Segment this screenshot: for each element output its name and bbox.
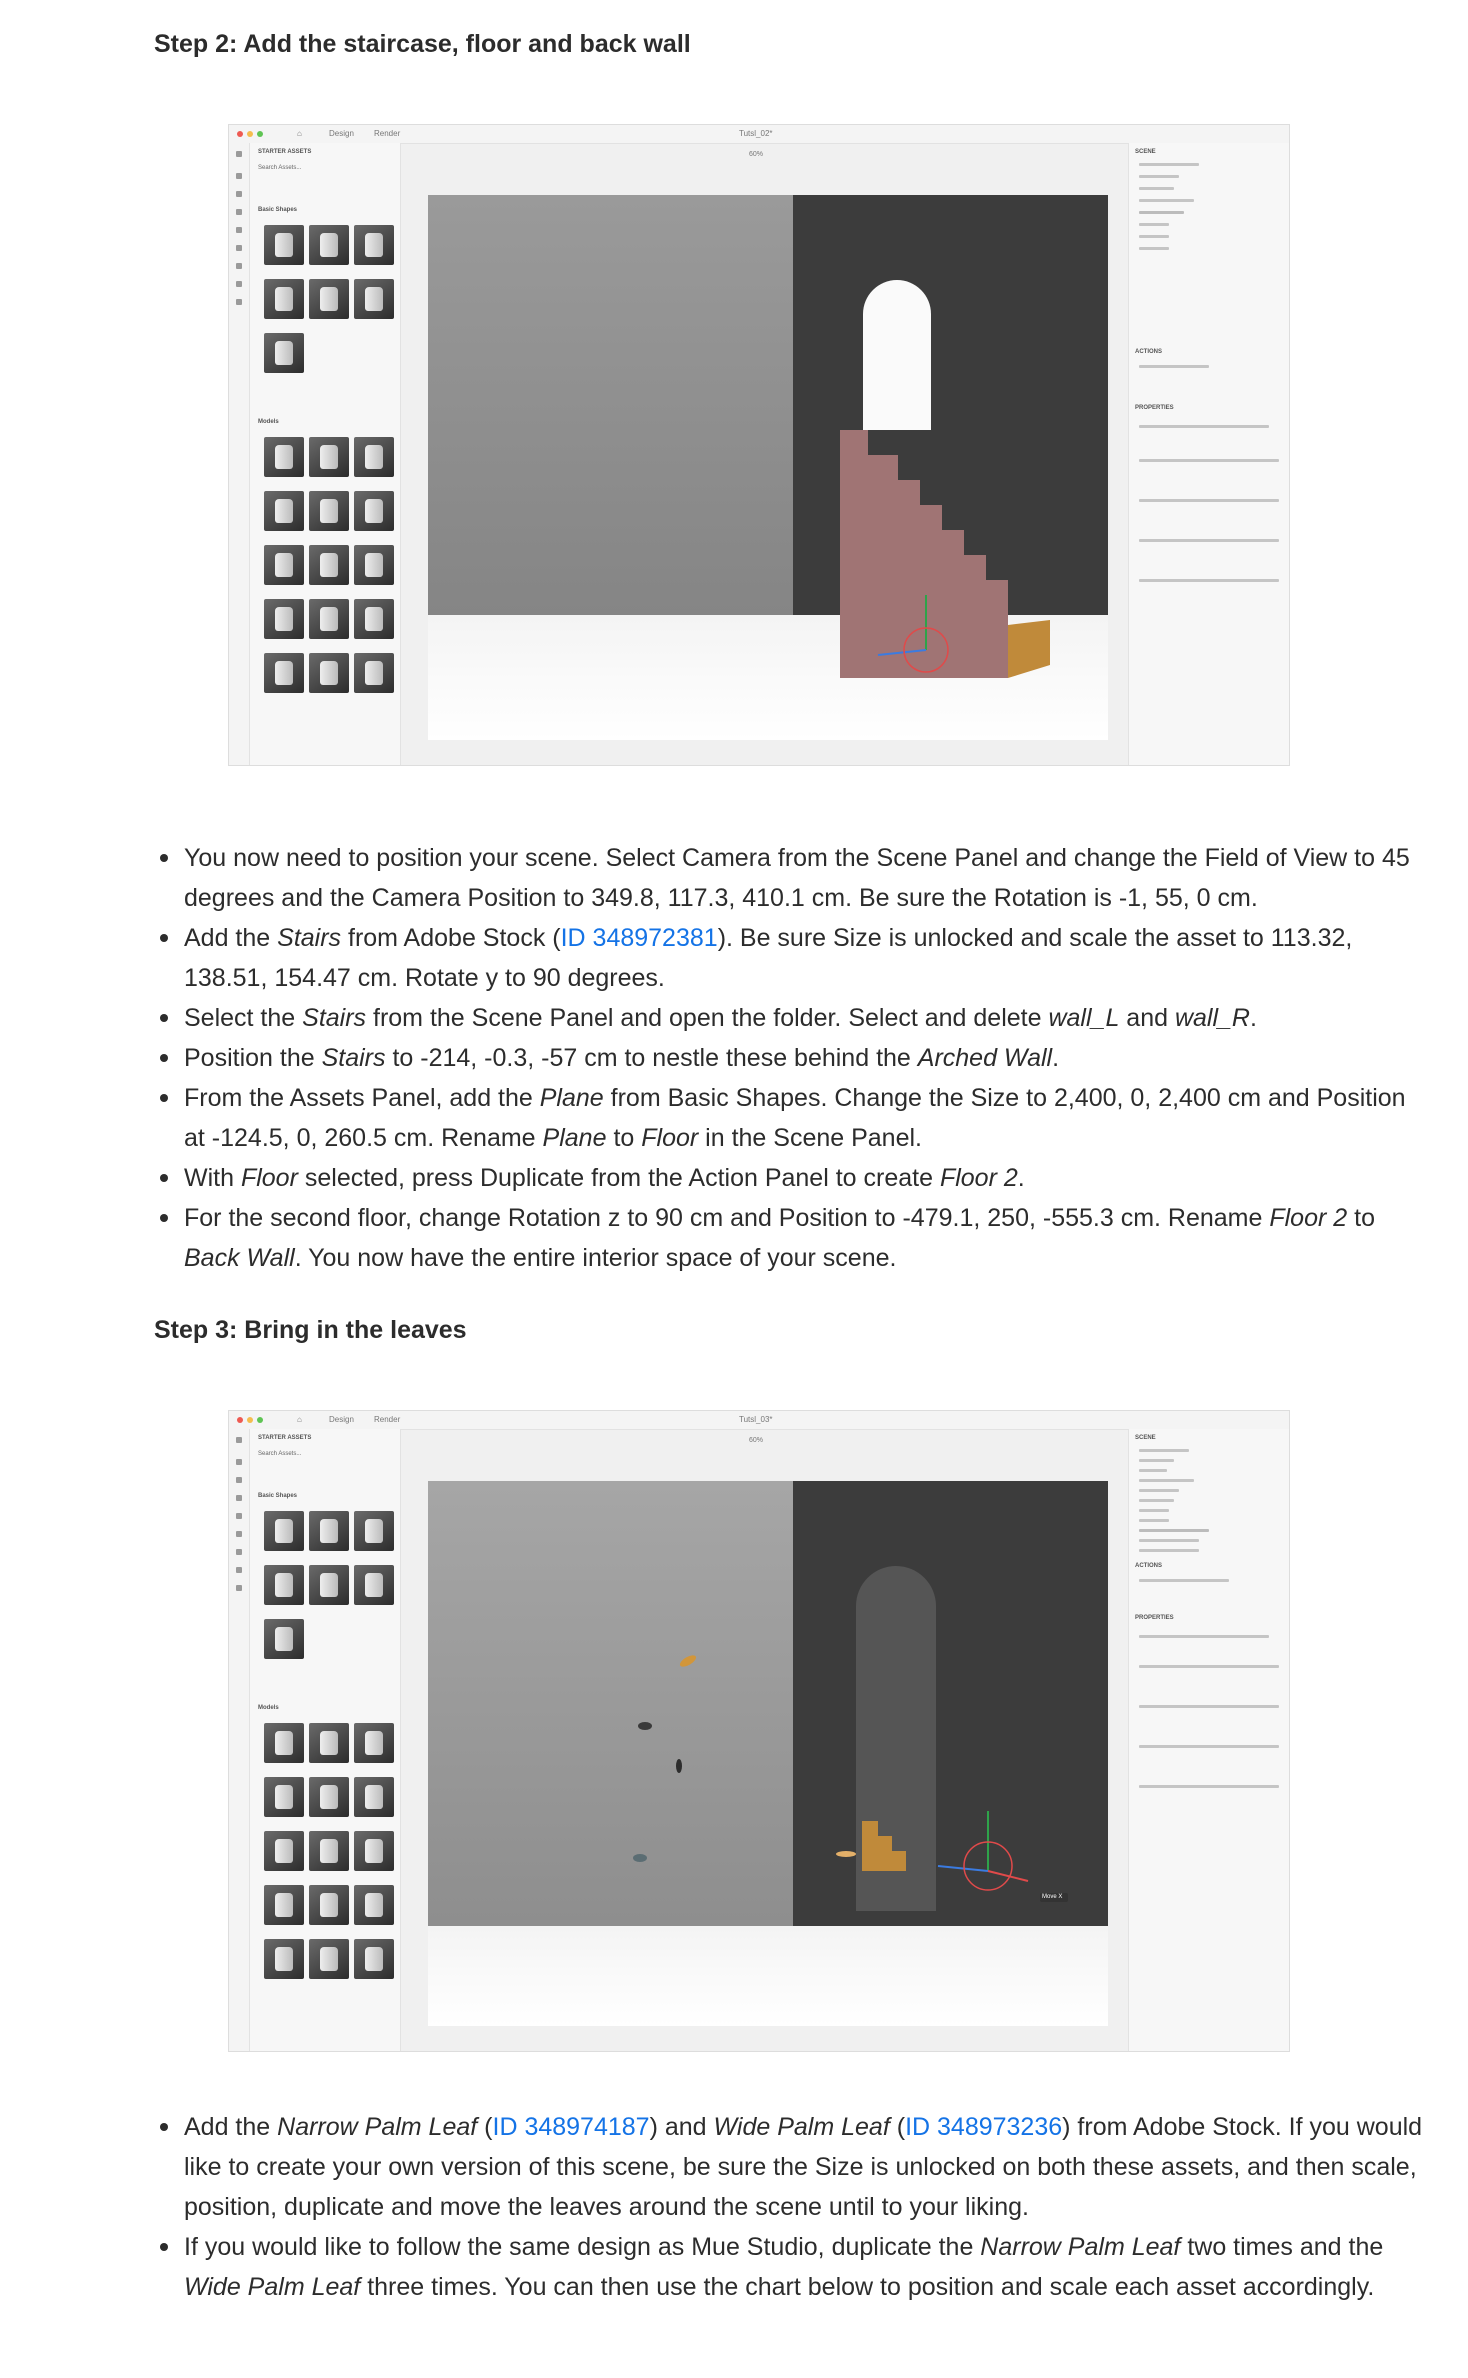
home-icon: ⌂ <box>297 1415 302 1424</box>
model-tile <box>264 1723 304 1763</box>
bullet-text: three times. You can then use the chart below to position and scale each asset accordingly. <box>360 2273 1375 2301</box>
app-titlebar <box>229 125 1289 144</box>
stairs-graphic <box>428 195 1108 740</box>
step3-heading: Step 3: Bring in the leaves <box>154 1316 467 1344</box>
model-tile <box>354 1777 394 1817</box>
model-tile <box>309 1939 349 1979</box>
shape-tile <box>264 1565 304 1605</box>
stock-id-link[interactable]: ID 348972381 <box>560 924 718 952</box>
model-tile <box>354 491 394 531</box>
properties-panel <box>1128 143 1289 765</box>
stock-id-link[interactable]: ID 348973236 <box>905 2113 1063 2141</box>
model-tile <box>264 437 304 477</box>
file-title: Tutsl_02* <box>739 129 773 138</box>
shape-tile <box>264 1511 304 1551</box>
italic-term: wall_L <box>1048 1004 1120 1032</box>
tool-sidebar <box>229 1429 250 2051</box>
bullet-text: in the Scene Panel. <box>698 1124 922 1152</box>
assets-panel <box>250 143 401 765</box>
model-tile <box>354 1723 394 1763</box>
properties-panel <box>1128 1429 1289 2051</box>
model-tile <box>354 1831 394 1871</box>
italic-term: Narrow Palm Leaf <box>277 2113 478 2141</box>
italic-term: Wide Palm Leaf <box>184 2273 361 2301</box>
menu-render: Render <box>374 129 401 138</box>
zoom-level: 60% <box>749 1437 764 1444</box>
bullet-item <box>184 1078 1424 1158</box>
shape-tile <box>354 279 394 319</box>
model-tile <box>309 653 349 693</box>
model-tile <box>309 1777 349 1817</box>
models-label: Models <box>258 419 279 425</box>
stock-id-link[interactable]: ID 348974187 <box>492 2113 650 2141</box>
model-tile <box>264 1777 304 1817</box>
file-title: Tutsl_03* <box>739 1415 773 1424</box>
home-icon: ⌂ <box>297 129 302 138</box>
zoom-level: 60% <box>749 151 764 158</box>
shape-tile <box>264 225 304 265</box>
bullet-item <box>184 998 1424 1038</box>
bullet-text: ( <box>889 2113 906 2141</box>
italic-term: Floor <box>240 1164 298 1192</box>
actions-title: ACTIONS <box>1135 349 1162 355</box>
italic-term: Stairs <box>321 1044 386 1072</box>
bullet-text: ). Be sure Size is unlocked and scale the asset to 113.32, 138.51, 154.47 cm. Rotate y to 90 degrees. <box>184 924 1353 992</box>
bullet-text: . You now have the entire interior space of your scene. <box>294 1244 897 1272</box>
model-tile <box>309 1723 349 1763</box>
search-assets: Search Assets... <box>258 165 302 171</box>
model-tile <box>309 545 349 585</box>
shape-tile <box>354 1511 394 1551</box>
bullet-item <box>184 1038 1424 1078</box>
bullet-text: to <box>1347 1204 1375 1232</box>
basic-shapes-label: Basic Shapes <box>258 207 298 213</box>
bullet-text: . <box>1249 1004 1257 1032</box>
bullet-text: . <box>1017 1164 1025 1192</box>
model-tile <box>264 545 304 585</box>
italic-term: wall_R <box>1174 1004 1250 1032</box>
step3-screenshot <box>228 1410 1290 2052</box>
bullet-text: From the Assets Panel, add the <box>184 1084 540 1112</box>
bullet-text: Select the <box>184 1004 303 1032</box>
viewport <box>428 1481 1108 2026</box>
bullet-text: You now need to position your scene. Select Camera from the Scene Panel and change the Field of View to 45 degrees and the Camera Position to 349.8, 117.3, 410.1 cm. Be sure the Rotation is -1, 55, 0 cm. <box>184 844 1410 912</box>
bullet-text: selected, press Duplicate from the Action Panel to create <box>297 1164 940 1192</box>
bullet-text: from Basic Shapes. Change the Size to 2,400, 0, 2,400 cm and Position at -124.5, 0, 260.5 cm. Rename <box>184 1084 1406 1152</box>
model-tile <box>264 491 304 531</box>
models-grid <box>264 1723 394 1979</box>
bullet-text: to -214, -0.3, -57 cm to nestle these behind the <box>385 1044 918 1072</box>
app-titlebar <box>229 1411 1289 1430</box>
properties-title: PROPERTIES <box>1135 405 1174 411</box>
bullet-item <box>184 2107 1424 2227</box>
menu-design: Design <box>329 1415 354 1424</box>
model-tile <box>309 437 349 477</box>
bullet-item <box>184 1198 1424 1278</box>
shape-tile <box>309 1511 349 1551</box>
step2-screenshot <box>228 124 1290 766</box>
shape-tile <box>264 1619 304 1659</box>
model-tile <box>354 1939 394 1979</box>
basic-shapes-label: Basic Shapes <box>258 1493 298 1499</box>
viewport <box>428 195 1108 740</box>
model-tile <box>264 1939 304 1979</box>
bullet-text: from Adobe Stock ( <box>341 924 561 952</box>
bullet-text: With <box>184 1164 241 1192</box>
italic-term: Floor <box>641 1124 699 1152</box>
bullet-text: ) from Adobe Stock. If you would like to create your own version of this scene, be sure the Size is unlocked on both these assets, and then scale, position, duplicate and move the leaves around the scene until to your liking. <box>184 2113 1423 2221</box>
bullet-item <box>184 838 1424 918</box>
shape-tile <box>354 225 394 265</box>
bullet-text: ( <box>477 2113 493 2141</box>
bullet-text: Add the <box>184 924 278 952</box>
bullet-text: . <box>1052 1044 1060 1072</box>
italic-term: Plane <box>539 1084 604 1112</box>
shape-tile <box>309 279 349 319</box>
assets-panel <box>250 1429 401 2051</box>
model-tile <box>264 1831 304 1871</box>
italic-term: Wide Palm Leaf <box>713 2113 890 2141</box>
bullet-text: ) and <box>649 2113 714 2141</box>
basic-shapes-grid <box>264 225 394 373</box>
model-tile <box>264 653 304 693</box>
models-label: Models <box>258 1705 279 1711</box>
italic-term: Stairs <box>302 1004 367 1032</box>
assets-title: STARTER ASSETS <box>258 1435 312 1441</box>
italic-term: Narrow Palm Leaf <box>980 2233 1181 2261</box>
tool-sidebar <box>229 143 250 765</box>
bullet-text: If you would like to follow the same design as Mue Studio, duplicate the <box>184 2233 981 2261</box>
italic-term: Floor 2 <box>939 1164 1018 1192</box>
model-tile <box>264 599 304 639</box>
scene-graphic <box>428 1481 1108 2026</box>
move-x-tooltip: Move X <box>1042 1894 1063 1900</box>
bullet-text: For the second floor, change Rotation z to 90 cm and Position to -479.1, 250, -555.3 cm. Rename <box>184 1204 1270 1232</box>
menu-render: Render <box>374 1415 401 1424</box>
bullet-item <box>184 2227 1424 2307</box>
bullet-text: from the Scene Panel and open the folder. Select and delete <box>366 1004 1049 1032</box>
bullet-item <box>184 918 1424 998</box>
model-tile <box>309 1885 349 1925</box>
bullet-text: two times and the <box>1180 2233 1384 2261</box>
step3-bullets <box>154 2107 1424 2307</box>
bullet-text: to <box>606 1124 642 1152</box>
model-tile <box>354 437 394 477</box>
bullet-text: Position the <box>184 1044 322 1072</box>
italic-term: Floor 2 <box>1269 1204 1348 1232</box>
model-tile <box>309 599 349 639</box>
shape-tile <box>309 1565 349 1605</box>
basic-shapes-grid <box>264 1511 394 1659</box>
shape-tile <box>264 279 304 319</box>
step2-bullets <box>154 838 1424 1278</box>
shape-tile <box>309 225 349 265</box>
italic-term: Stairs <box>277 924 342 952</box>
model-tile <box>264 1885 304 1925</box>
scene-title: SCENE <box>1135 1435 1156 1441</box>
bullet-text: and <box>1119 1004 1175 1032</box>
italic-term: Plane <box>542 1124 607 1152</box>
bullet-text: Add the <box>184 2113 278 2141</box>
model-tile <box>354 653 394 693</box>
models-grid <box>264 437 394 693</box>
italic-term: Arched Wall <box>917 1044 1053 1072</box>
actions-title: ACTIONS <box>1135 1563 1162 1569</box>
model-tile <box>354 1885 394 1925</box>
properties-title: PROPERTIES <box>1135 1615 1174 1621</box>
model-tile <box>354 599 394 639</box>
model-tile <box>309 491 349 531</box>
scene-title: SCENE <box>1135 149 1156 155</box>
shape-tile <box>354 1565 394 1605</box>
assets-title: STARTER ASSETS <box>258 149 312 155</box>
step2-heading: Step 2: Add the staircase, floor and back wall <box>154 30 691 58</box>
shape-tile <box>264 333 304 373</box>
menu-design: Design <box>329 129 354 138</box>
bullet-item <box>184 1158 1424 1198</box>
italic-term: Back Wall <box>184 1244 295 1272</box>
model-tile <box>354 545 394 585</box>
search-assets: Search Assets... <box>258 1451 302 1457</box>
model-tile <box>309 1831 349 1871</box>
